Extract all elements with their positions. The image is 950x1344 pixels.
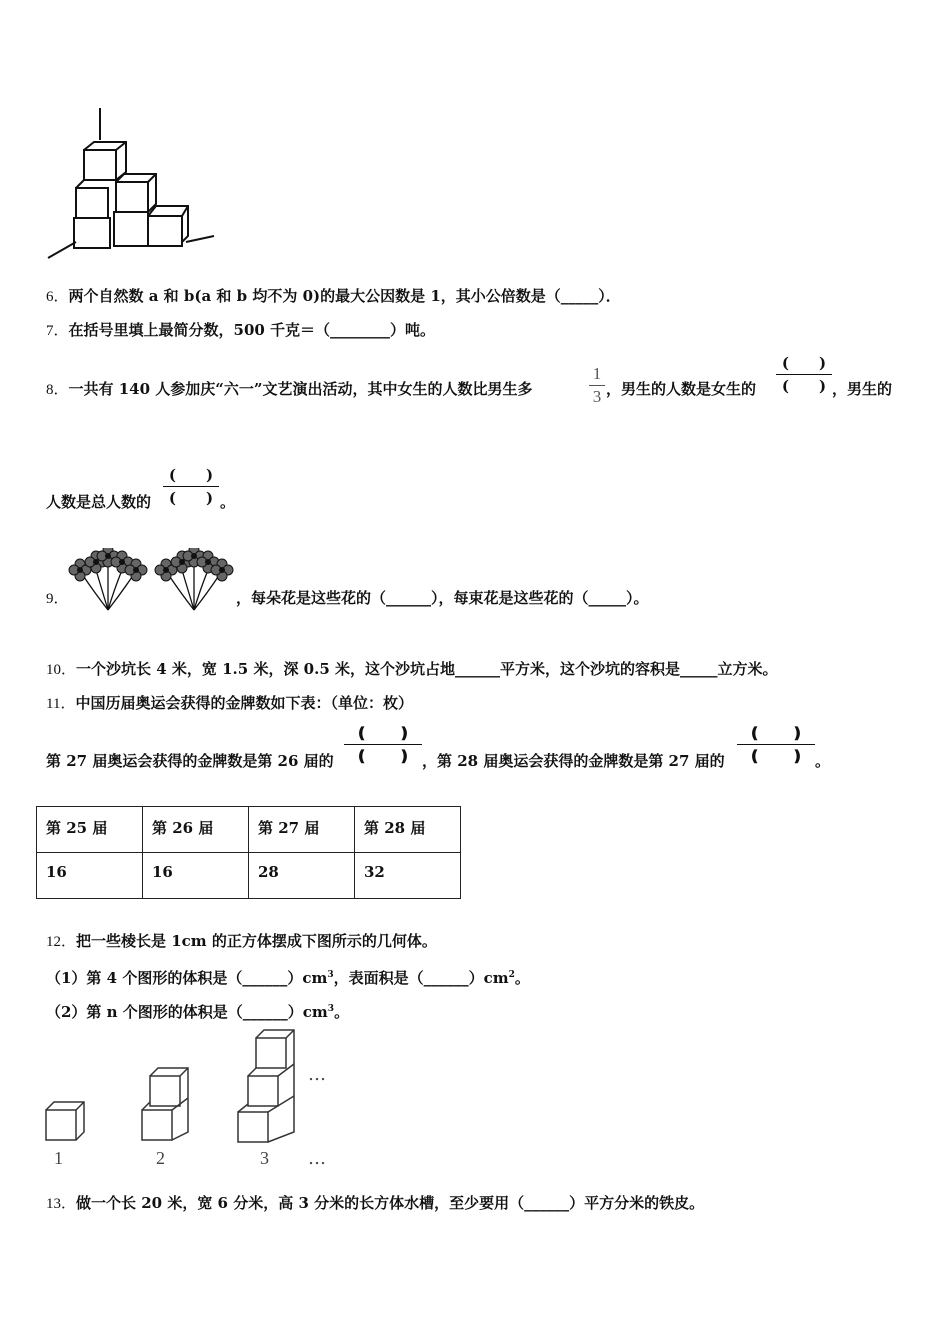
- ellipsis-mark: …: [308, 1064, 326, 1085]
- question-number: 9．: [46, 591, 69, 607]
- question-number: 13．: [46, 1196, 77, 1212]
- question-10: [46, 659, 777, 680]
- gold-medal-table: [36, 806, 461, 899]
- fraction-blank-numerator: ( ): [781, 354, 827, 372]
- ellipsis-mark: …: [308, 1148, 326, 1169]
- superscript: 3: [327, 1004, 335, 1014]
- fraction-numerator: 1: [592, 364, 602, 383]
- fraction-blank-numerator: ❪ ❫: [748, 724, 804, 742]
- fraction-blank-numerator: ( ): [168, 466, 214, 484]
- superscript: 3: [327, 970, 334, 980]
- question-text: 在括号里填上最简分数，500 千克＝（________）吨。: [68, 321, 436, 339]
- question-text-part1: 一共有 140 人参加庆“六一”文艺演出活动，其中女生的人数比男生多: [68, 380, 533, 398]
- figure-label: 2: [156, 1148, 165, 1168]
- fraction-blank: [737, 722, 815, 767]
- table-header-cell: 第 28 届: [355, 807, 461, 853]
- fraction-blank-denominator: ❪ ❫: [748, 747, 804, 765]
- question-number: 6．: [46, 289, 69, 305]
- sub1-text-a: （1）第 4 个图形的体积是（______）cm: [46, 969, 328, 987]
- sub2-text-b: 。: [334, 1003, 350, 1021]
- question-number: 11．: [46, 696, 76, 712]
- question-number: 7．: [46, 323, 69, 339]
- table-row: [37, 853, 461, 899]
- question-8-part3: ，男生的: [832, 380, 893, 398]
- figure-label: 1: [54, 1148, 63, 1168]
- table-cell: 16: [37, 853, 143, 899]
- question-9-number: [46, 588, 69, 609]
- fraction-blank-denominator: ( ): [168, 489, 214, 507]
- question-8-part5: 。: [220, 493, 236, 511]
- question-11: [46, 693, 413, 714]
- fraction-blank-numerator: ❪ ❫: [355, 724, 411, 742]
- question-text: 一个沙坑长 4 米，宽 1.5 米，深 0.5 米，这个沙坑占地______平方米，这个沙坑的容积是_____立方米。: [76, 660, 778, 678]
- question-number: 12．: [46, 934, 77, 950]
- table-cell: 32: [355, 853, 461, 899]
- question-7: [46, 320, 435, 341]
- question-6: [46, 286, 621, 307]
- question-11-part2: ，第 28 届奥运会获得的金牌数是第 27 届的: [422, 752, 725, 770]
- fraction-blank: [163, 464, 219, 509]
- question-number: 8．: [46, 382, 69, 398]
- fraction-denominator: 3: [592, 387, 602, 406]
- sub1-text-b: ，表面积是（______）cm: [333, 969, 509, 987]
- fraction-blank-denominator: ( ): [781, 377, 827, 395]
- figure-label: 3: [260, 1148, 269, 1168]
- flower-bunch-icon: [68, 548, 238, 616]
- fraction-one-third: [589, 364, 605, 407]
- fraction-blank-denominator: ❪ ❫: [355, 747, 411, 765]
- question-11-part1: 第 27 届奥运会获得的金牌数是第 26 届的: [46, 752, 334, 770]
- table-header-cell: 第 25 届: [37, 807, 143, 853]
- fraction-blank: [776, 352, 832, 397]
- question-8: [46, 379, 533, 400]
- cube-sequence-drawing: [40, 1026, 340, 1174]
- question-11-part3: 。: [815, 752, 831, 770]
- question-12-sub1: [46, 965, 530, 988]
- question-8-part2: ，男生的人数是女生的: [606, 380, 757, 398]
- table-cell: 28: [249, 853, 355, 899]
- question-13: [46, 1193, 704, 1214]
- table-header-cell: 第 27 届: [249, 807, 355, 853]
- sub1-text-c: 。: [514, 969, 530, 987]
- sub2-text-a: （2）第 n 个图形的体积是（______）cm: [46, 1003, 328, 1021]
- table-cell: 16: [143, 853, 249, 899]
- question-text: 做一个长 20 米，宽 6 分米，高 3 分米的长方体水槽，至少要用（______）平方分米的铁皮。: [76, 1194, 705, 1212]
- fraction-blank: [344, 722, 422, 767]
- question-8-part4: 人数是总人数的: [46, 493, 152, 511]
- question-text: 两个自然数 a 和 b(a 和 b 均不为 0)的最大公因数是 1，其小公倍数是（_____）．: [68, 287, 621, 305]
- question-12-sub2: [46, 999, 349, 1022]
- table-header-cell: 第 26 届: [143, 807, 249, 853]
- question-text: 把一些棱长是 1cm 的正方体摆成下图所示的几何体。: [76, 932, 437, 950]
- question-12: [46, 931, 437, 952]
- question-text: 中国历届奥运会获得的金牌数如下表：（单位：枚）: [75, 694, 413, 712]
- cube-stack-drawing: [44, 104, 219, 264]
- table-header-row: [37, 807, 461, 853]
- question-number: 10．: [46, 662, 77, 678]
- question-9-text: ，每朵花是这些花的（______），每束花是这些花的（_____）。: [236, 589, 649, 607]
- superscript: 2: [508, 970, 515, 980]
